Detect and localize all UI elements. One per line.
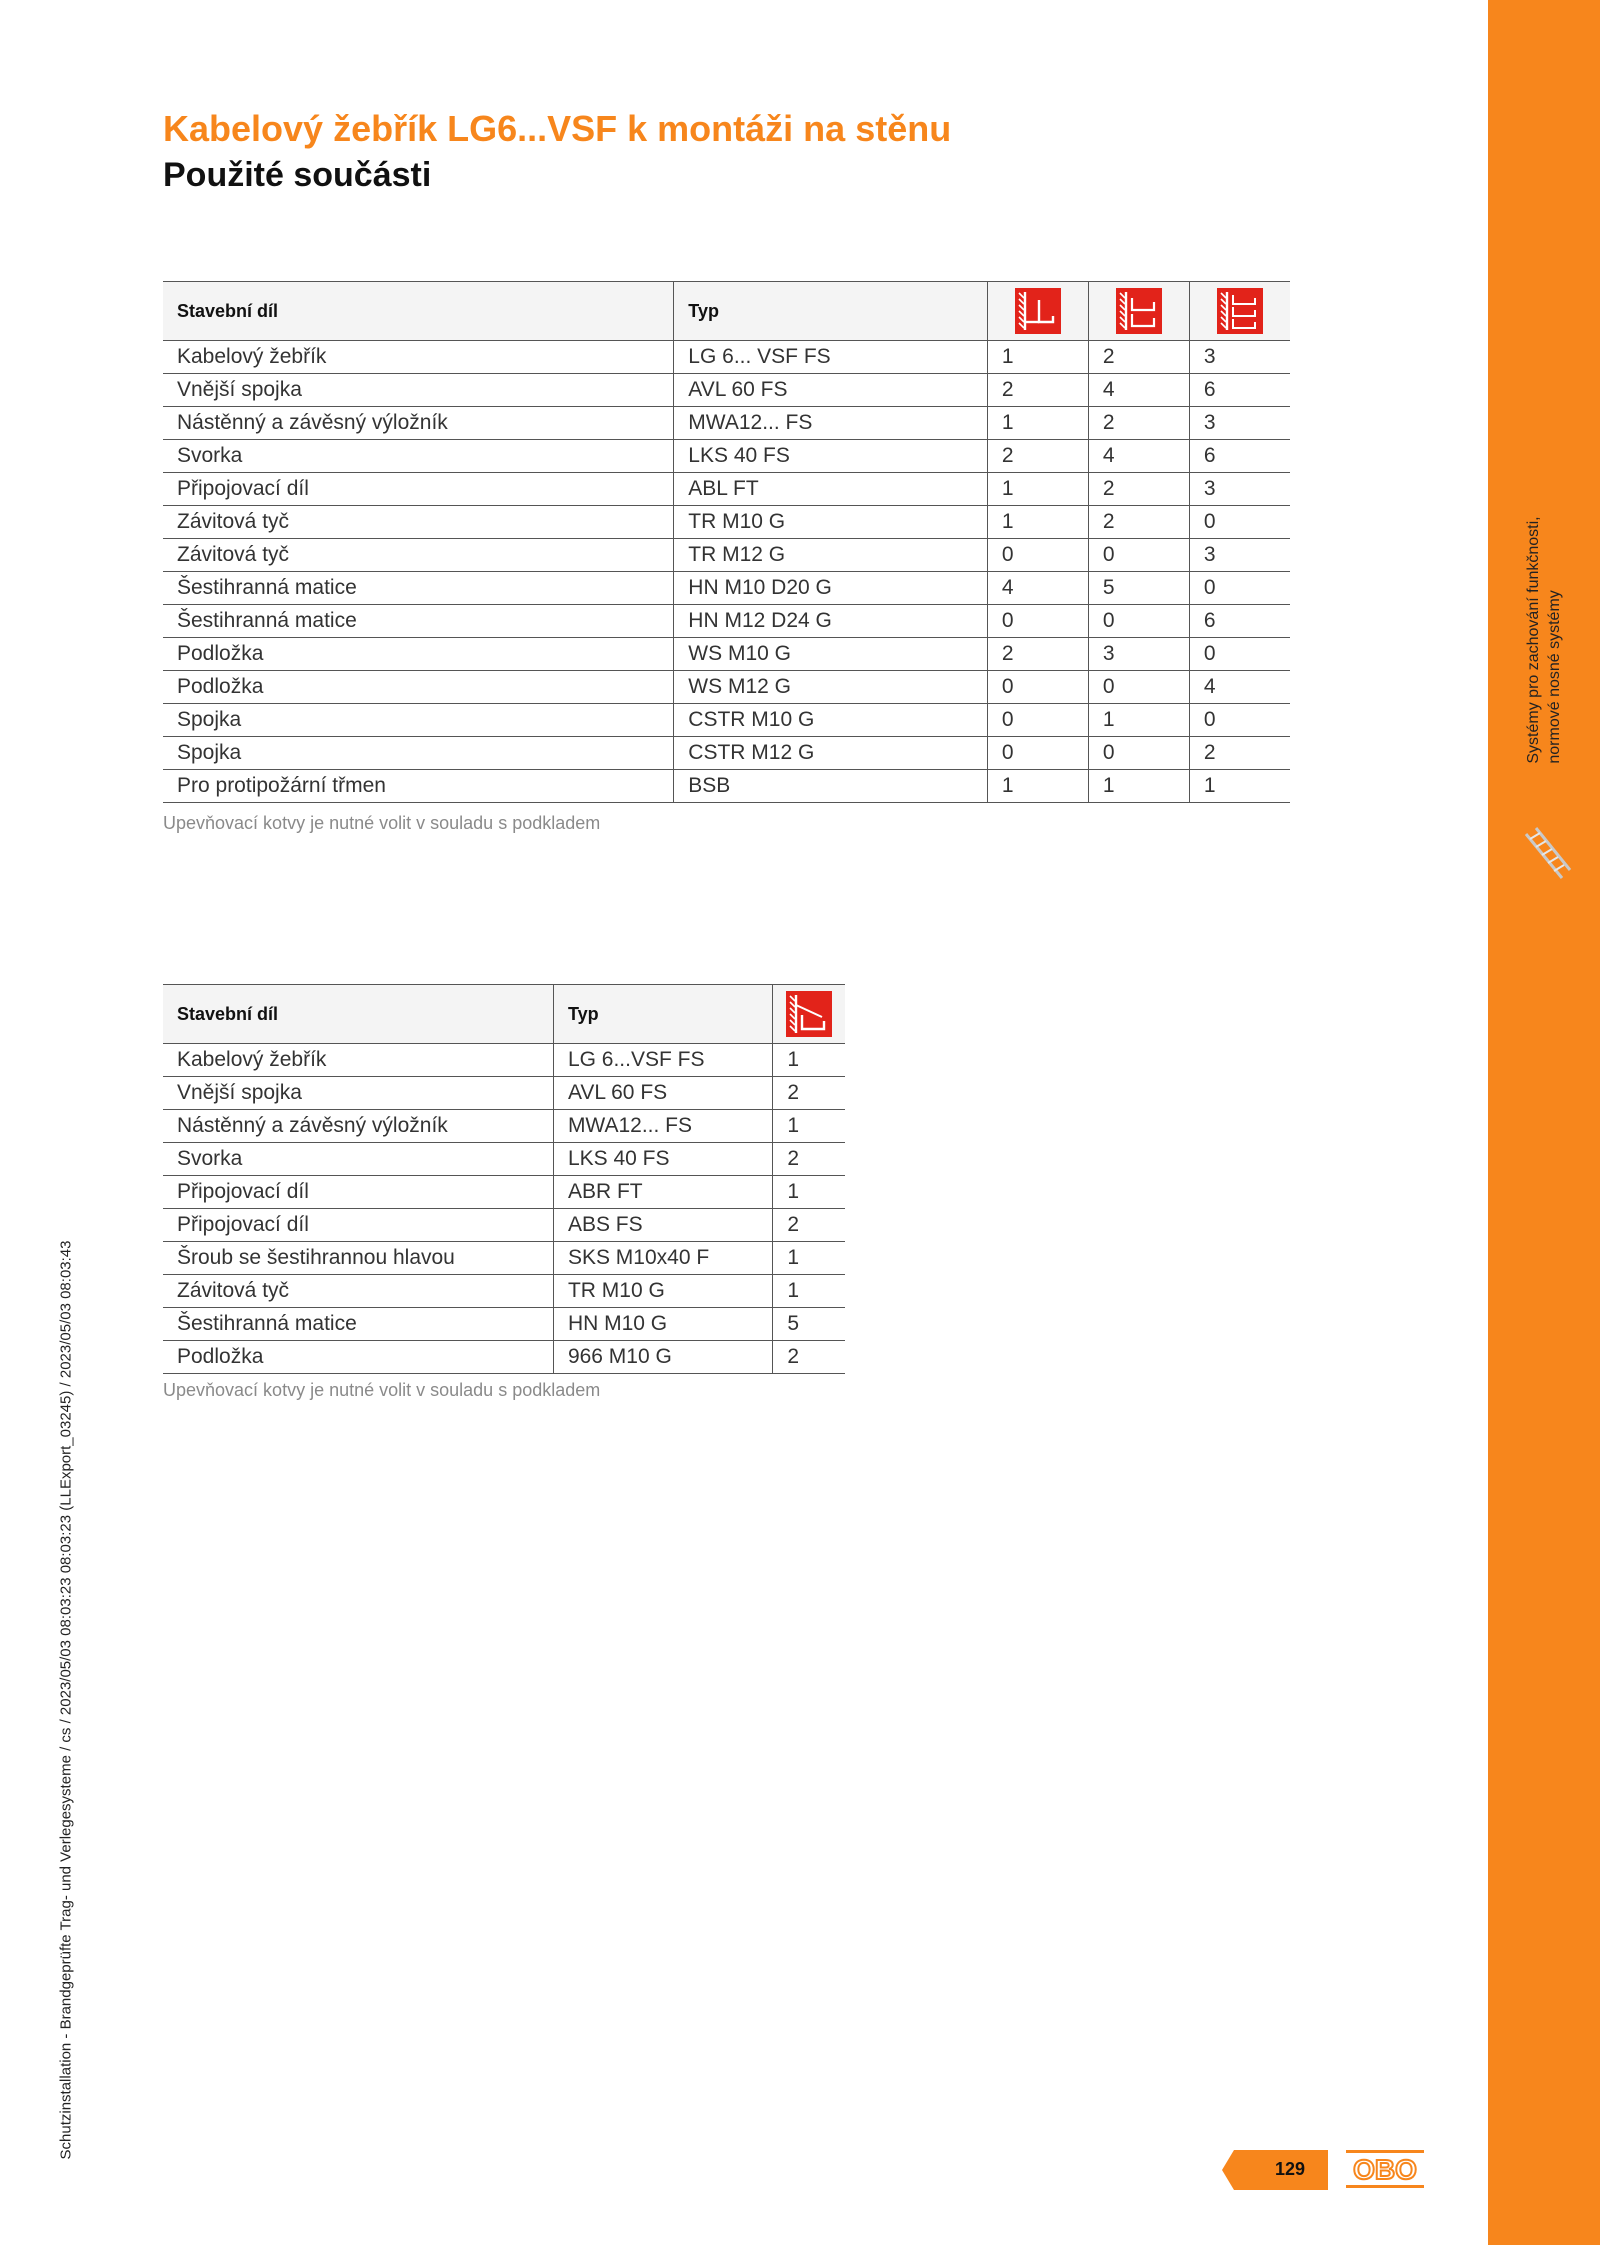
column-header-part: Stavební díl <box>163 282 674 341</box>
table-row <box>163 440 1290 473</box>
page-subtitle: Použité součásti <box>163 156 432 194</box>
cell-type: WS M10 G <box>674 638 988 671</box>
cell-qty: 0 <box>1088 737 1189 770</box>
cell-type: TR M10 G <box>553 1275 772 1308</box>
table-row <box>163 1044 845 1077</box>
cell-qty: 4 <box>1088 440 1189 473</box>
cell-qty: 1 <box>1088 704 1189 737</box>
column-header-variant-2 <box>1088 282 1189 341</box>
cell-qty: 2 <box>1088 341 1189 374</box>
column-header-variant-1 <box>773 985 845 1044</box>
table-row <box>163 1209 845 1242</box>
cell-part: Spojka <box>163 704 674 737</box>
cell-part: Šroub se šestihrannou hlavou <box>163 1242 553 1275</box>
cell-part: Kabelový žebřík <box>163 341 674 374</box>
cell-qty: 6 <box>1189 605 1290 638</box>
cell-qty: 3 <box>1088 638 1189 671</box>
cell-type: CSTR M12 G <box>674 737 988 770</box>
cable-ladder-icon <box>1522 826 1572 886</box>
cell-type: AVL 60 FS <box>674 374 988 407</box>
cell-qty: 1 <box>773 1044 845 1077</box>
cell-type: BSB <box>674 770 988 803</box>
brand-text: OBO <box>1353 2154 1417 2185</box>
cell-qty: 2 <box>773 1209 845 1242</box>
side-label-line-1: Systémy pro zachování funkčnosti, <box>1525 516 1542 764</box>
cell-qty: 4 <box>1189 671 1290 704</box>
cell-qty: 1 <box>987 407 1088 440</box>
cell-part: Závitová tyč <box>163 539 674 572</box>
cell-qty: 2 <box>1088 407 1189 440</box>
cell-part: Svorka <box>163 1143 553 1176</box>
cell-type: LKS 40 FS <box>674 440 988 473</box>
cell-qty: 3 <box>1189 407 1290 440</box>
cell-part: Svorka <box>163 440 674 473</box>
cell-type: HN M10 D20 G <box>674 572 988 605</box>
table-2-note: Upevňovací kotvy je nutné volit v souladu s podkladem <box>163 1380 601 1400</box>
cell-qty: 1 <box>773 1110 845 1143</box>
table-row <box>163 605 1290 638</box>
table-row <box>163 1341 845 1374</box>
cell-qty: 6 <box>1189 440 1290 473</box>
cell-part: Připojovací díl <box>163 1176 553 1209</box>
cell-qty: 0 <box>1088 605 1189 638</box>
table-row <box>163 704 1290 737</box>
cell-type: WS M12 G <box>674 671 988 704</box>
cell-type: SKS M10x40 F <box>553 1242 772 1275</box>
print-metadata: Schutzinstallation - Brandgeprüfte Trag- und Verlegesysteme / cs / 2023/05/03 08:03:23 08:03:23 (LLExport_03245) / 2023/05/03 08:03:43 <box>57 1240 75 2160</box>
page-number: 129 <box>1274 2159 1306 2179</box>
table-row <box>163 473 1290 506</box>
cell-type: 966 M10 G <box>553 1341 772 1374</box>
table-1-note: Upevňovací kotvy je nutné volit v souladu s podkladem <box>163 813 601 833</box>
side-band <box>1488 0 1600 2245</box>
cell-type: ABL FT <box>674 473 988 506</box>
cell-qty: 0 <box>987 737 1088 770</box>
table-row <box>163 1242 845 1275</box>
cell-qty: 2 <box>773 1341 845 1374</box>
wall-bracket-single-icon <box>1015 288 1061 334</box>
cell-part: Šestihranná matice <box>163 572 674 605</box>
cell-type: ABR FT <box>553 1176 772 1209</box>
cell-part: Podložka <box>163 638 674 671</box>
cell-qty: 4 <box>987 572 1088 605</box>
cell-type: ABS FS <box>553 1209 772 1242</box>
cell-type: LG 6...VSF FS <box>553 1044 772 1077</box>
cell-part: Podložka <box>163 1341 553 1374</box>
cell-part: Připojovací díl <box>163 1209 553 1242</box>
cell-part: Kabelový žebřík <box>163 1044 553 1077</box>
cell-qty: 1 <box>1189 770 1290 803</box>
table-row <box>163 506 1290 539</box>
cell-qty: 3 <box>1189 473 1290 506</box>
cell-qty: 0 <box>1088 671 1189 704</box>
cell-part: Nástěnný a závěsný výložník <box>163 407 674 440</box>
cell-qty: 3 <box>1189 341 1290 374</box>
cell-part: Vnější spojka <box>163 374 674 407</box>
cell-qty: 0 <box>1189 572 1290 605</box>
cell-part: Vnější spojka <box>163 1077 553 1110</box>
cell-part: Pro protipožární třmen <box>163 770 674 803</box>
cell-qty: 0 <box>987 704 1088 737</box>
cell-qty: 0 <box>1189 506 1290 539</box>
cell-qty: 5 <box>1088 572 1189 605</box>
cell-part: Nástěnný a závěsný výložník <box>163 1110 553 1143</box>
cell-qty: 2 <box>987 374 1088 407</box>
table-row <box>163 770 1290 803</box>
table-row <box>163 638 1290 671</box>
table-header-row <box>163 282 1290 341</box>
cell-qty: 3 <box>1189 539 1290 572</box>
cell-qty: 0 <box>1189 704 1290 737</box>
cell-type: CSTR M10 G <box>674 704 988 737</box>
column-header-variant-1 <box>987 282 1088 341</box>
cell-qty: 5 <box>773 1308 845 1341</box>
column-header-variant-3 <box>1189 282 1290 341</box>
cell-type: AVL 60 FS <box>553 1077 772 1110</box>
cell-type: HN M12 D24 G <box>674 605 988 638</box>
table-header-row <box>163 985 845 1044</box>
cell-part: Připojovací díl <box>163 473 674 506</box>
table-row <box>163 1077 845 1110</box>
cell-qty: 1 <box>773 1242 845 1275</box>
table-row <box>163 737 1290 770</box>
cell-qty: 4 <box>1088 374 1189 407</box>
cell-type: LG 6... VSF FS <box>674 341 988 374</box>
components-table-1 <box>163 281 1290 803</box>
cell-part: Závitová tyč <box>163 506 674 539</box>
cell-part: Závitová tyč <box>163 1275 553 1308</box>
wall-bracket-double-icon <box>1116 288 1162 334</box>
table-row <box>163 1110 845 1143</box>
components-table-2 <box>163 984 845 1374</box>
cell-type: MWA12... FS <box>674 407 988 440</box>
cell-qty: 0 <box>987 671 1088 704</box>
cell-qty: 1 <box>987 506 1088 539</box>
cell-qty: 1 <box>773 1176 845 1209</box>
table-row <box>163 1176 845 1209</box>
wall-bracket-angled-icon <box>786 991 832 1037</box>
table-row <box>163 1143 845 1176</box>
cell-qty: 0 <box>987 539 1088 572</box>
column-header-part: Stavební díl <box>163 985 553 1044</box>
table-row <box>163 539 1290 572</box>
wall-bracket-triple-icon <box>1217 288 1263 334</box>
cell-part: Spojka <box>163 737 674 770</box>
cell-qty: 0 <box>987 605 1088 638</box>
cell-qty: 2 <box>773 1077 845 1110</box>
cell-qty: 1 <box>987 473 1088 506</box>
table-row <box>163 572 1290 605</box>
table-row <box>163 1275 845 1308</box>
table-row <box>163 407 1290 440</box>
cell-type: TR M10 G <box>674 506 988 539</box>
cell-qty: 2 <box>1189 737 1290 770</box>
side-label-line-2: normové nosné systémy <box>1546 590 1563 764</box>
cell-type: HN M10 G <box>553 1308 772 1341</box>
cell-part: Podložka <box>163 671 674 704</box>
cell-qty: 2 <box>1088 473 1189 506</box>
cell-part: Šestihranná matice <box>163 605 674 638</box>
cell-qty: 1 <box>1088 770 1189 803</box>
cell-type: LKS 40 FS <box>553 1143 772 1176</box>
column-header-type: Typ <box>553 985 772 1044</box>
cell-type: TR M12 G <box>674 539 988 572</box>
table-row <box>163 671 1290 704</box>
page-title: Kabelový žebřík LG6...VSF k montáži na stěnu <box>163 108 952 149</box>
obo-logo <box>1346 2150 1424 2188</box>
side-label <box>1523 516 1565 763</box>
cell-qty: 1 <box>773 1275 845 1308</box>
cell-qty: 2 <box>1088 506 1189 539</box>
column-header-type: Typ <box>674 282 988 341</box>
table-row <box>163 374 1290 407</box>
cell-qty: 2 <box>773 1143 845 1176</box>
cell-qty: 1 <box>987 341 1088 374</box>
cell-qty: 0 <box>1189 638 1290 671</box>
cell-qty: 2 <box>987 638 1088 671</box>
cell-qty: 2 <box>987 440 1088 473</box>
cell-type: MWA12... FS <box>553 1110 772 1143</box>
table-row <box>163 341 1290 374</box>
cell-qty: 1 <box>987 770 1088 803</box>
cell-qty: 6 <box>1189 374 1290 407</box>
table-row <box>163 1308 845 1341</box>
cell-qty: 0 <box>1088 539 1189 572</box>
cell-part: Šestihranná matice <box>163 1308 553 1341</box>
